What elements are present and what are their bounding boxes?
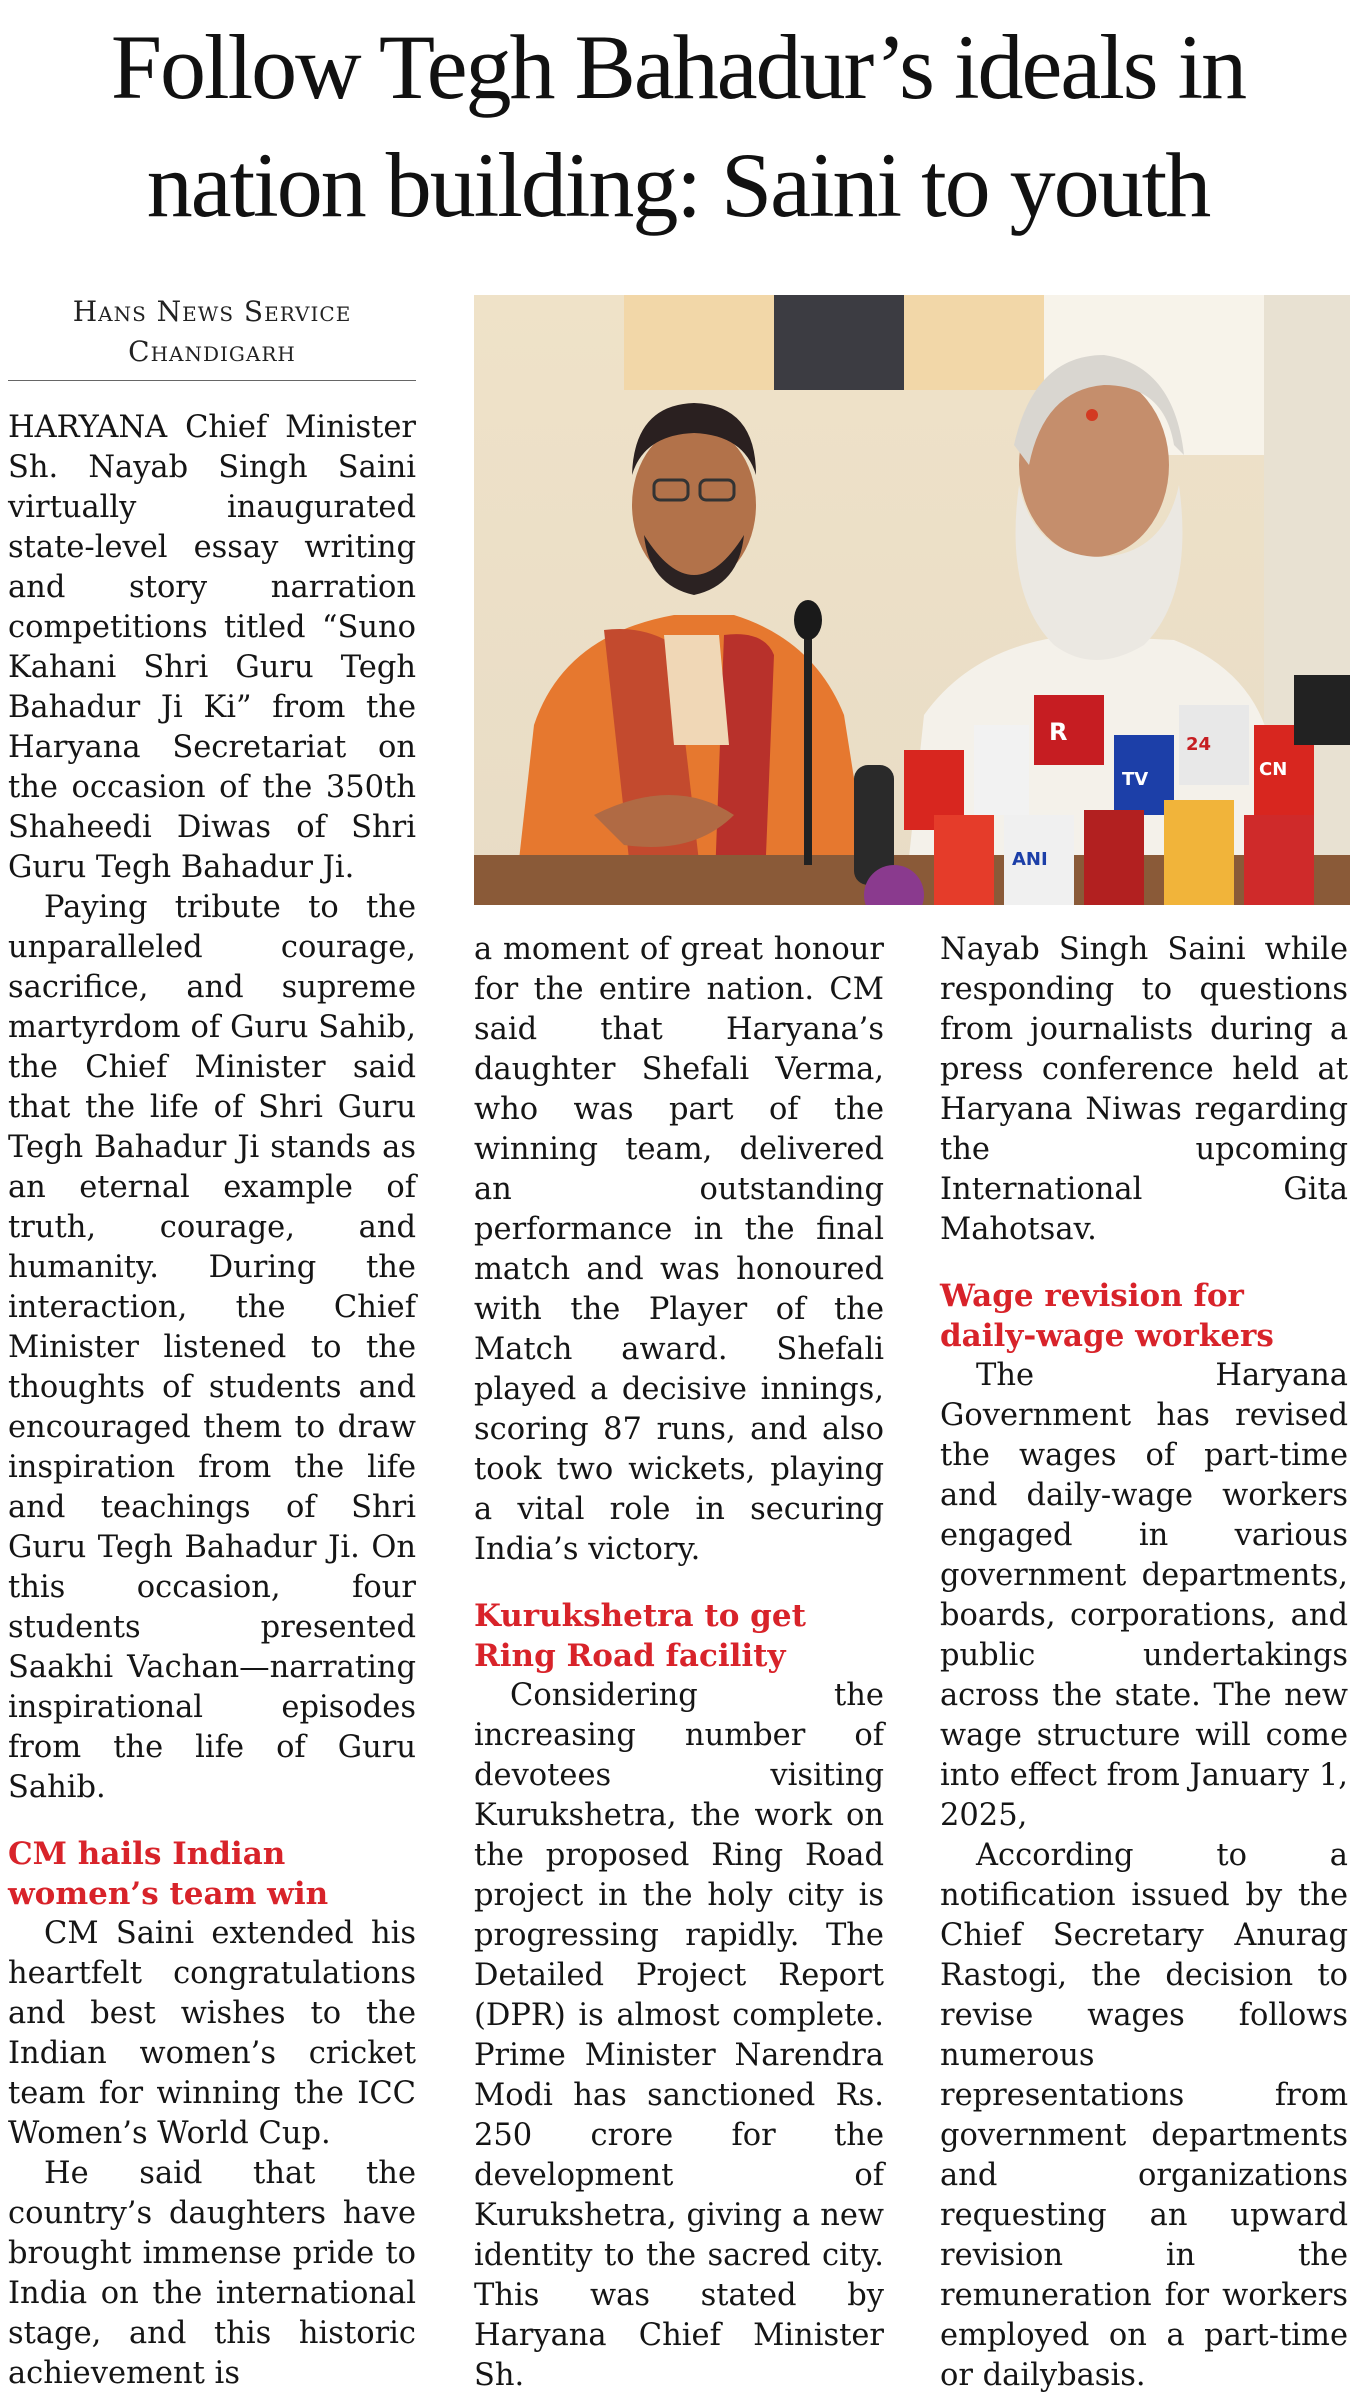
subheading: Kurukshetra to get Ring Road facility <box>474 1598 806 1674</box>
mic-label: CN <box>1259 759 1288 780</box>
paragraph: Paying tribute to the unparalleled courage, sacrifice, and supreme martyrdom of Guru Sahib, the Chief Minister said that the life of Shri Guru Tegh Bahadur Ji stands as an eternal example of truth, courage, and humanity. During the interaction, the Chief Minister listened to the thoughts of students and encouraged them to draw inspiration from the life and teachings of Shri Guru Tegh Bahadur Ji. On this occasion, four students presented Saakhi Vachan—narrating inspirational episodes from the life of Guru Sahib. <box>8 890 416 1805</box>
headline: Follow Tegh Bahadur’s ideals in nation building: Saini to youth <box>110 16 1246 236</box>
byline-place: Chandigarh <box>128 335 296 368</box>
news-photo <box>474 295 1350 905</box>
byline-divider <box>8 380 416 381</box>
paragraph: The Haryana Government has revised the wages of part-time and daily-wage workers engaged in various government departments, boards, corporations, and public undertakings across the state. The new wage structure will come into effect from January 1, 2025, <box>940 1358 1348 1833</box>
subheading: Wage revision for daily-wage workers <box>940 1278 1274 1354</box>
paragraph: He said that the country’s daughters have brought immense pride to India on the international stage, and this historic achievement is <box>8 2156 416 2391</box>
paragraph: a moment of great honour for the entire nation. CM said that Haryana’s daughter Shefali Verma, who was part of the winning team, delivered an outstanding performance in the final match and was honoured with the Player of the Match award. Shefali played a decisive innings, scoring 87 runs, and also took two wickets, playing a vital role in securing India’s victory. <box>474 932 884 1567</box>
paragraph: Considering the increasing number of devotees visiting Kurukshetra, the work on the proposed Ring Road project in the holy city is progressing rapidly. The Detailed Project Report (DPR) is almost complete. Prime Minister Narendra Modi has sanctioned Rs. 250 crore for the development of Kurukshetra, giving a new identity to the sacred city. This was stated by Haryana Chief Minister Sh. <box>474 1678 884 2393</box>
byline <box>8 292 416 372</box>
subheading: CM hails Indian women’s team win <box>8 1836 329 1912</box>
mic-label: R <box>1049 718 1068 746</box>
mic-label: ANI <box>1012 849 1048 870</box>
press-conference-photo <box>474 295 1350 905</box>
mic-label: 24 <box>1186 734 1212 755</box>
paragraph: CM Saini extended his heartfelt congratulations and best wishes to the Indian women’s cricket team for winning the ICC Women’s World Cup. <box>8 1916 416 2151</box>
paragraph: According to a notification issued by the Chief Secretary Anurag Rastogi, the decision to revise wages follows numerous representations from government departments and organizations requesting an upward revision in the remuneration for workers employed on a part-time or dailybasis. <box>940 1838 1348 2393</box>
article-column-3 <box>940 930 1348 2396</box>
paragraph: HARYANA Chief Minister Sh. Nayab Singh Saini virtually inaugurated state-level essay writing and story narration competitions titled “Suno Kahani Shri Guru Tegh Bahadur Ji Ki” from the Haryana Secretariat on the occasion of the 350th Shaheedi Diwas of Shri Guru Tegh Bahadur Ji. <box>8 410 416 885</box>
paragraph: Nayab Singh Saini while responding to questions from journalists during a press conference held at Haryana Niwas regarding the upcoming International Gita Mahotsav. <box>940 932 1348 1247</box>
mic-label: TV <box>1122 769 1149 790</box>
article-column-1 <box>8 408 416 2394</box>
byline-agency: Hans News Service <box>72 295 352 328</box>
article-column-2 <box>474 930 884 2396</box>
